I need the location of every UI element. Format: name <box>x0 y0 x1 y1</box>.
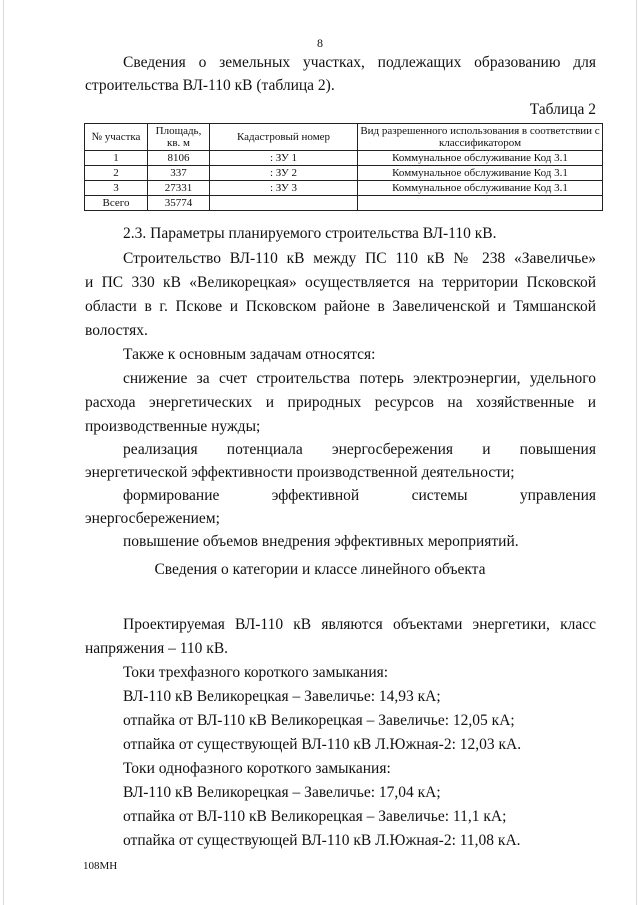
page-edge-right <box>636 0 637 905</box>
cell-empty <box>358 196 603 211</box>
task-2-line-2: энергетической эффективности производственной деятельности; <box>85 464 515 481</box>
cell-plot-number: 3 <box>85 181 148 196</box>
task-2-line-1: реализация потенциала энергосбережения и повышения <box>123 441 596 458</box>
single-phase-item: ВЛ-110 кВ Великорецкая – Завеличье: 17,04 кА; <box>123 784 441 801</box>
cell-total-value: 35774 <box>148 196 210 211</box>
section-2-3-heading: 2.3. Параметры планируемого строительства ВЛ-110 кВ. <box>123 225 497 242</box>
header-plot-number: № участка <box>85 124 148 151</box>
projected-line-1: Проектируемая ВЛ-110 кВ являются объектами энергетики, класс <box>123 616 596 633</box>
header-cadastral: Кадастровый номер <box>210 124 358 151</box>
single-phase-item: отпайка от ВЛ-110 кВ Великорецкая – Завеличье: 11,1 кА; <box>123 808 507 825</box>
cell-cadastral: : ЗУ 3 <box>210 181 358 196</box>
three-phase-item: отпайка от существующей ВЛ-110 кВ Л.Южная-2: 12,03 кА. <box>123 736 522 753</box>
table-total-row <box>85 196 603 211</box>
cell-total-label: Всего <box>85 196 148 211</box>
tasks-intro: Также к основным задачам относятся: <box>123 346 376 363</box>
table-row <box>85 166 603 181</box>
intro-line-2: строительства ВЛ-110 кВ (таблица 2). <box>85 77 335 94</box>
construction-line-2: и ПС 330 кВ «Великорецкая» осуществляется на территории Псковской <box>85 274 596 291</box>
cell-cadastral: : ЗУ 2 <box>210 166 358 181</box>
cell-plot-number: 2 <box>85 166 148 181</box>
table-row <box>85 151 603 166</box>
table-caption: Таблица 2 <box>529 101 596 118</box>
three-phase-item: отпайка от ВЛ-110 кВ Великорецкая – Завеличье: 12,05 кА; <box>123 712 515 729</box>
page-edge-left <box>3 0 4 905</box>
table-row <box>85 181 603 196</box>
cell-empty <box>210 196 358 211</box>
cell-area: 8106 <box>148 151 210 166</box>
header-area: Площадь, кв. м <box>148 124 210 151</box>
construction-line-3: области в г. Пскове и Псковском районе в Завеличенской и Тямшанской <box>85 298 596 315</box>
three-phase-heading: Токи трехфазного короткого замыкания: <box>123 664 389 681</box>
task-1-line-2: расхода энергетических и природных ресурсов на хозяйственные и <box>85 394 596 411</box>
task-1-line-3: производственные нужды; <box>85 418 261 435</box>
projected-line-2: напряжения – 110 кВ. <box>85 640 229 657</box>
cell-area: 337 <box>148 166 210 181</box>
task-3-line-1: формирование эффективной системы управления <box>123 487 596 504</box>
header-usage: Вид разрешенного использования в соответствии с классификатором <box>358 124 603 151</box>
category-heading: Сведения о категории и классе линейного объекта <box>154 561 486 578</box>
single-phase-heading: Токи однофазного короткого замыкания: <box>123 760 391 777</box>
construction-line-4: волостях. <box>85 322 148 339</box>
page-number: 8 <box>317 36 323 50</box>
construction-line-1: Строительство ВЛ-110 кВ между ПС 110 кВ № 238 «Завеличье» <box>123 250 596 267</box>
cell-usage: Коммунальное обслуживание Код 3.1 <box>358 151 603 166</box>
task-4: повышение объемов внедрения эффективных мероприятий. <box>123 533 519 550</box>
task-1-line-1: снижение за счет строительства потерь электроэнергии, удельного <box>123 370 596 387</box>
cell-usage: Коммунальное обслуживание Код 3.1 <box>358 166 603 181</box>
cell-usage: Коммунальное обслуживание Код 3.1 <box>358 181 603 196</box>
table-header-row <box>85 124 603 151</box>
footer-code: 108МН <box>83 860 118 872</box>
three-phase-item: ВЛ-110 кВ Великорецкая – Завеличье: 14,93 кА; <box>123 688 441 705</box>
task-3-line-2: энергосбережением; <box>85 510 220 527</box>
single-phase-item: отпайка от существующей ВЛ-110 кВ Л.Южная-2: 11,08 кА. <box>123 832 521 849</box>
cell-plot-number: 1 <box>85 151 148 166</box>
land-plots-table <box>84 123 603 211</box>
cell-area: 27331 <box>148 181 210 196</box>
cell-cadastral: : ЗУ 1 <box>210 151 358 166</box>
intro-line-1: Сведения о земельных участках, подлежащих образованию для <box>123 54 596 71</box>
